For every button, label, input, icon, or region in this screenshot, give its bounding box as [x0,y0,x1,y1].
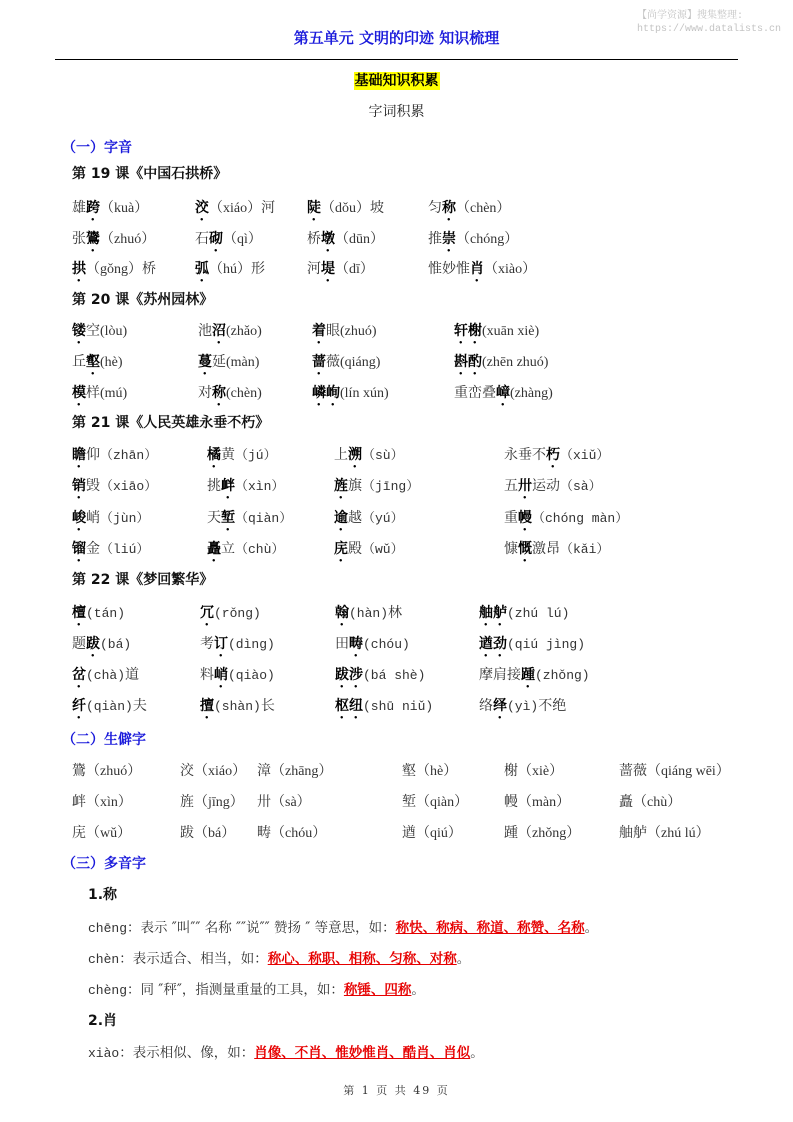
word-prefix: 天 [207,510,221,526]
rare-char-entry: 壑（hè） [402,764,458,779]
pinyin: (qiàn) [86,699,133,714]
reading-end: 。 [470,1045,484,1061]
word-entry [504,507,628,534]
pinyin: （liú） [100,542,150,557]
word-suffix: 峭 [86,510,100,526]
reading-end: 。 [456,951,471,967]
word-entry [334,507,404,534]
word-prefix: 摩肩接 [479,667,521,683]
word-prefix: 对 [198,385,212,401]
section-pronunciation-heading: （一）字音 [62,140,132,156]
pinyin: (shàn) [214,699,261,714]
word-row [72,258,762,280]
word-entry [312,382,389,409]
word-tail: 长 [260,698,275,714]
key-character: 慨 [518,541,532,557]
word-tail: 林 [388,605,403,621]
word-entry [307,258,374,285]
word-entry [72,602,125,629]
word-entry [334,538,404,565]
word-suffix: 毁 [86,478,100,494]
key-character: 庑 [334,541,348,557]
key-character: 陡 [307,200,321,216]
pinyin: (chà) [86,668,126,683]
key-character: 嶙峋 [312,385,340,401]
word-prefix: 考 [200,636,214,652]
word-entry [334,444,404,471]
pinyin: （chèn） [456,201,511,216]
polyphonic-character-heading: 2.肖 [88,1013,118,1029]
key-character: 峭 [214,667,228,683]
rare-char-entry: 堑（qiàn） [402,795,469,810]
pinyin: (lòu) [100,324,128,339]
word-prefix: 重 [504,510,518,526]
key-character: 旌 [334,478,348,494]
word-entry [504,475,602,502]
pinyin: （hú） [209,262,251,277]
pinyin: (hè) [100,355,123,370]
word-tail: 不绝 [538,698,567,714]
word-suffix: 空 [86,323,100,339]
key-character: 称 [442,200,456,216]
word-entry [72,507,149,534]
key-character: 拱 [72,261,86,277]
key-character: 檀 [72,605,86,621]
key-character: 斟酌 [454,354,482,370]
pinyin: (chèn) [226,386,262,401]
pinyin: （zhuó） [100,232,156,247]
pinyin: （dūn） [335,232,384,247]
word-entry [335,695,433,722]
header-divider [55,59,738,60]
word-entry [72,475,157,502]
word-entry [479,664,590,691]
pinyin: （zhān） [100,448,158,463]
word-entry [479,633,585,660]
subtitle: 字词积累 [368,104,425,120]
word-row [72,507,762,529]
word-prefix: 桥 [307,231,321,247]
key-character: 岔 [72,667,86,683]
word-entry [72,664,139,691]
pinyin: (zhǎo) [226,324,262,339]
reading-end: 。 [584,920,599,936]
rare-char-entry: 衅（xìn） [72,795,132,810]
pinyin: （sà） [560,479,602,494]
word-suffix: 延 [212,354,226,370]
word-row [72,228,762,250]
key-character: 衅 [221,478,235,494]
pinyin: （wǔ） [362,542,404,557]
word-entry [195,197,275,224]
word-entry [72,351,123,378]
word-row [72,197,762,219]
lesson-heading: 第 21 课《人民英雄永垂不朽》 [72,415,270,431]
rare-char-row [72,760,762,782]
key-character: 逾 [334,510,348,526]
word-entry [195,258,265,285]
key-character: 肖 [470,261,484,277]
word-prefix: 雄 [72,200,86,216]
key-character: 壑 [86,354,100,370]
pinyin: (zhàng) [510,386,553,401]
rare-char-entry: 蔷薇（qiáng wēi） [619,764,730,779]
key-character: 堑 [221,510,235,526]
word-entry [454,351,548,378]
pinyin: （kǎi） [560,542,610,557]
key-character: 跋涉 [335,667,363,683]
word-prefix: 河 [307,261,321,277]
word-tail: 河 [261,200,276,216]
key-character: 沼 [212,323,226,339]
pinyin: (mú) [100,386,128,401]
word-entry [72,444,157,471]
pinyin: （sù） [362,448,404,463]
word-row [72,320,762,342]
key-character: 镂 [72,323,86,339]
pinyin: (bá) [100,637,132,652]
word-tail: 桥 [142,261,156,277]
word-entry [428,258,536,285]
key-character: 着 [312,323,326,339]
word-prefix: 重峦叠 [454,385,496,401]
key-character: 橘 [207,447,221,463]
reading-meaning: ：表示适合、相当，如： [119,951,268,967]
pinyin: （dǒu） [321,201,370,216]
key-character: 朽 [546,447,560,463]
key-character: 弧 [195,261,209,277]
reading-pinyin: chēng [88,921,128,936]
highlight-title: 基础知识积累 [354,73,439,89]
word-entry [200,695,275,722]
reading-pinyin: xiào [88,1046,120,1061]
key-character: 鷟 [86,231,100,247]
word-entry [72,258,156,285]
pinyin: (qiào) [228,668,275,683]
key-character: 舳舻 [479,605,507,621]
pinyin: (chóu) [363,637,410,652]
word-entry [198,351,259,378]
key-character: 溯 [348,447,362,463]
page-number: 第 1 页 共 49 页 [343,1084,450,1097]
rare-char-entry: 幔（màn） [504,795,571,810]
pinyin: （jú） [235,448,277,463]
word-prefix: 田 [335,636,349,652]
reading-examples: 肖像、不肖、惟妙惟肖、酷肖、肖似 [254,1045,471,1061]
section-polyphonic-heading: （三）多音字 [62,856,146,872]
word-entry [72,382,127,409]
word-entry [335,664,425,691]
word-entry [198,320,262,347]
word-entry [72,228,155,255]
key-character: 翰 [335,605,349,621]
word-entry [428,197,510,224]
word-entry [335,602,402,629]
key-character: 轩榭 [454,323,482,339]
word-entry [312,320,377,347]
word-tail: 形 [251,261,265,277]
key-character: 洨 [195,200,209,216]
key-character: 称 [212,385,226,401]
word-row [72,602,762,624]
pinyin: （xiǔ） [560,448,610,463]
word-entry [334,475,419,502]
polyphonic-reading [88,916,598,936]
polyphonic-reading [88,1041,484,1061]
pinyin: (shū niǔ) [363,699,434,714]
word-prefix: 题 [72,636,86,652]
word-entry [200,633,275,660]
rare-char-entry: 踵（zhǒng） [504,826,581,841]
word-tail: 坡 [370,200,384,216]
word-prefix: 丘 [72,354,86,370]
word-row [72,664,762,686]
reading-meaning: ：同 ″秤″，指测量重量的工具，如： [127,982,344,998]
pinyin: （xiào） [484,262,537,277]
key-character: 嶂 [496,385,510,401]
word-prefix: 石 [195,231,209,247]
pinyin: （kuà） [100,201,149,216]
word-row [72,538,762,560]
word-row [72,444,762,466]
word-suffix: 旗 [348,478,362,494]
word-suffix: 薇 [326,354,340,370]
pinyin: (qiáng) [340,355,381,370]
key-character: 墩 [321,231,335,247]
word-suffix: 金 [86,541,100,557]
pinyin: (dìng) [228,637,275,652]
word-entry [72,320,127,347]
section-rare-chars-heading: （二）生僻字 [62,732,146,748]
word-entry [200,602,261,629]
pinyin: （chù） [235,542,285,557]
key-character: 跋 [86,636,100,652]
key-character: 跨 [86,200,100,216]
word-prefix: 推 [428,231,442,247]
polyphonic-reading [88,947,470,967]
word-tail: 夫 [132,698,147,714]
key-character: 幔 [518,510,532,526]
word-suffix: 眼 [326,323,340,339]
lesson-heading: 第 19 课《中国石拱桥》 [72,166,228,182]
key-character: 纤 [72,698,86,714]
rare-char-entry: 洨（xiáo） [180,764,247,779]
word-suffix: 仰 [86,447,100,463]
word-entry [207,475,284,502]
word-row [72,475,762,497]
word-prefix: 五 [504,478,518,494]
key-character: 镏 [72,541,86,557]
watermark-url: https://www.datalists.cn [636,24,781,35]
word-entry [504,538,609,565]
pinyin: （xiáo） [209,201,262,216]
pinyin: (zhǒng) [535,668,590,683]
word-entry [207,538,284,565]
word-suffix: 样 [86,385,100,401]
lesson-heading: 第 22 课《梦回繁华》 [72,572,214,588]
pinyin: (bá shè) [363,668,426,683]
word-entry [335,633,410,660]
key-character: 绎 [493,698,507,714]
pinyin: （qì） [223,232,262,247]
key-character: 砌 [209,231,223,247]
pinyin: （qiàn） [235,511,293,526]
word-entry [504,444,609,471]
pinyin: (yì) [507,699,539,714]
pinyin: (zhēn zhuó) [482,355,549,370]
pinyin: (xuān xiè) [482,324,540,339]
word-prefix: 上 [334,447,348,463]
word-row [72,351,762,373]
word-entry [195,228,262,255]
key-character: 卅 [518,478,532,494]
rare-char-entry: 卅（sà） [257,795,311,810]
pinyin: （gǒng） [86,262,142,277]
word-entry [307,197,384,224]
key-character: 瞻 [72,447,86,463]
rare-char-entry: 旌（jīng） [180,795,244,810]
key-character: 订 [214,636,228,652]
rare-char-entry: 漳（zhāng） [257,764,333,779]
word-suffix: 立 [221,541,235,557]
word-entry [479,695,566,722]
word-entry [72,538,149,565]
word-prefix: 永垂不 [504,447,546,463]
word-suffix: 激昂 [532,541,560,557]
rare-char-entry: 畴（chóu） [257,826,327,841]
word-suffix: 越 [348,510,362,526]
pinyin: （yú） [362,511,404,526]
word-suffix: 黄 [221,447,235,463]
word-entry [72,633,131,660]
reading-meaning: ：表示 ″叫″″ 名称 ″″说″″ 赞扬 ″ 等意思，如： [127,920,396,936]
key-character: 矗 [207,541,221,557]
word-prefix: 挑 [207,478,221,494]
word-entry [428,228,518,255]
word-prefix: 张 [72,231,86,247]
reading-end: 。 [411,982,425,998]
word-suffix: 殿 [348,541,362,557]
word-prefix: 络 [479,698,493,714]
word-entry [198,382,262,409]
polyphonic-character-heading: 1.称 [88,887,118,903]
word-entry [479,602,569,629]
key-character: 堤 [321,261,335,277]
key-character: 蔓 [198,354,212,370]
pinyin: (zhú lú) [507,606,570,621]
polyphonic-reading [88,978,425,998]
word-prefix: 料 [200,667,214,683]
pinyin: （jùn） [100,511,150,526]
word-suffix: 运动 [532,478,560,494]
rare-char-row [72,791,762,813]
word-tail: 道 [125,667,140,683]
key-character: 枢纽 [335,698,363,714]
pinyin: (qiú jìng) [507,637,586,652]
pinyin: (zhuó) [340,324,377,339]
pinyin: (hàn) [349,606,389,621]
key-character: 畴 [349,636,363,652]
key-character: 峻 [72,510,86,526]
pinyin: （jīng） [362,479,420,494]
document-title: 第五单元 文明的印迹 知识梳理 [293,29,500,47]
word-entry [207,507,292,534]
word-row [72,633,762,655]
word-entry [72,695,147,722]
reading-examples: 称心、称职、相称、匀称、对称 [267,951,457,967]
word-entry [454,320,539,347]
rare-char-entry: 遒（qiú） [402,826,462,841]
reading-meaning: ：表示相似、像，如： [119,1045,255,1061]
pinyin: （chóng） [456,232,519,247]
pinyin: (tán) [86,606,126,621]
word-prefix: 池 [198,323,212,339]
pinyin: （chóng màn） [532,511,629,526]
rare-char-entry: 庑（wǔ） [72,826,132,841]
word-entry [207,444,277,471]
rare-char-entry: 榭（xiè） [504,764,564,779]
word-prefix: 惟妙惟 [428,261,470,277]
pinyin: （xìn） [235,479,285,494]
word-entry [200,664,275,691]
key-character: 崇 [442,231,456,247]
word-entry [307,228,384,255]
pinyin: (lín xún) [340,386,389,401]
watermark-source: 【尚学资源】搜集整理: [636,11,743,22]
word-entry [72,197,148,224]
key-character: 擅 [200,698,214,714]
pinyin: (màn) [226,355,260,370]
key-character: 冗 [200,605,214,621]
word-row [72,382,762,404]
word-row [72,695,762,717]
key-character: 踵 [521,667,535,683]
lesson-heading: 第 20 课《苏州园林》 [72,292,214,308]
rare-char-entry: 矗（chù） [619,795,682,810]
rare-char-entry: 舳舻（zhú lú） [619,826,710,841]
pinyin: (rǒng) [214,606,261,621]
key-character: 销 [72,478,86,494]
reading-pinyin: chèn [88,952,120,967]
pinyin: （dī） [335,262,374,277]
word-prefix: 慷 [504,541,518,557]
reading-examples: 称快、称病、称道、称赞、名称 [395,920,585,936]
reading-examples: 称锤、四称 [343,982,412,998]
rare-char-entry: 跋（bá） [180,826,236,841]
key-character: 遒劲 [479,636,507,652]
reading-pinyin: chèng [88,983,128,998]
rare-char-row [72,822,762,844]
word-entry [454,382,553,409]
word-entry [312,351,380,378]
pinyin: （xiāo） [100,479,158,494]
key-character: 模 [72,385,86,401]
key-character: 蔷 [312,354,326,370]
word-prefix: 匀 [428,200,442,216]
rare-char-entry: 鷟（zhuó） [72,764,142,779]
